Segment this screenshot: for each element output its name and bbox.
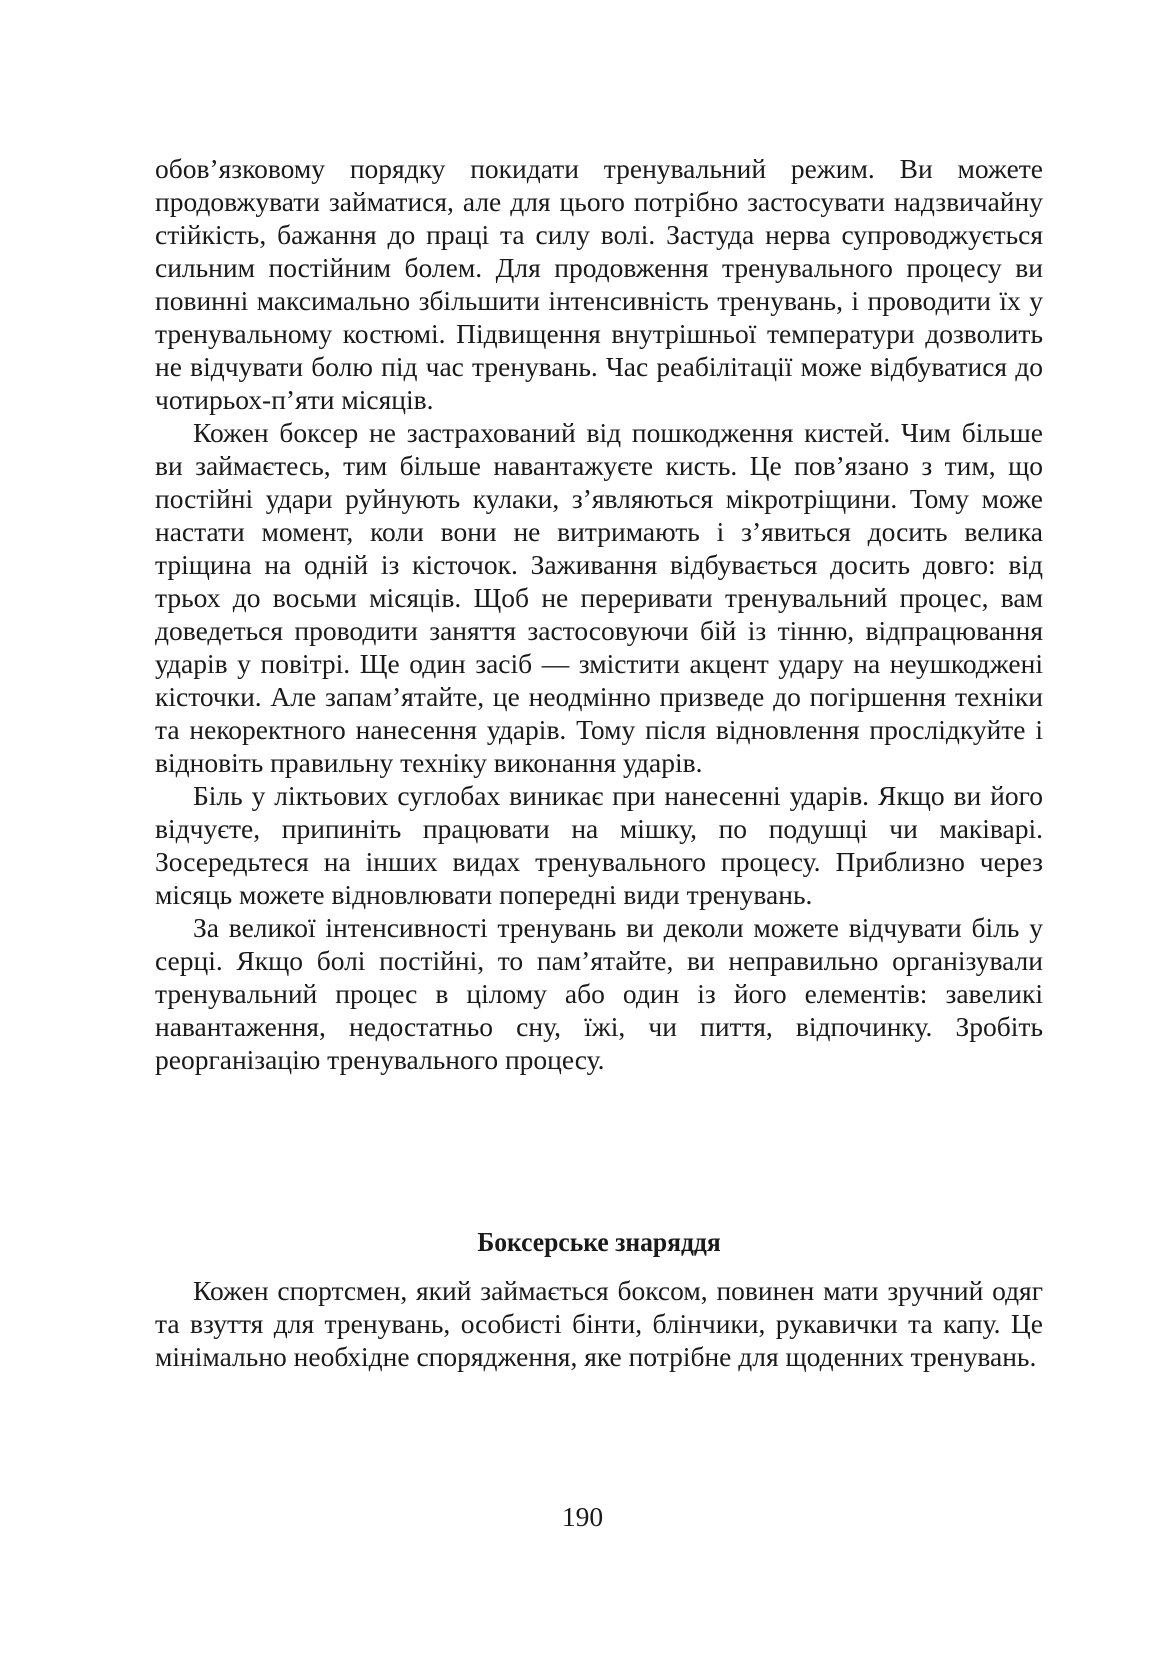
paragraph-hand-injury: Кожен боксер не застрахований від пошкодження кистей. Чим більше ви займаєтесь, тим більше навантажуєте кисть. Це пов’язано з тим, що постійні удари руйнують кулаки, з’являються мікротріщини. Тому може настати момент, коли вони не витримають і з’явиться досить велика тріщина на одній із кісточок. Заживання відбувається досить довго: від трьох до восьми місяців. Щоб не переривати тренувальний процес, вам доведеться проводити заняття застосовуючи бій із тінню, відпрацювання ударів у повітрі. Ще один засіб — змістити акцент удару на неушкоджені кісточки. Але запам’ятайте, це неодмінно призведе до погіршення техніки та некоректного нанесення ударів. Тому після відновлення прослідкуйте і відновіть правильну техніку виконання ударів. (155, 417, 1043, 778)
paragraph-continued: обов’язковому порядку покидати тренувальний режим. Ви можете продовжувати займатися, але для цього потрібно застосувати надзвичайну стійкість, бажання до праці та силу волі. Застуда нерва супроводжується сильним постійним болем. Для продовження тренувального процесу ви повинні максимально збільшити інтенсивність тренувань, і проводити їх у тренувальному костюмі. Підвищення внутрішньої температури дозволить не відчувати болю під час тренувань. Час реабілітації може відбуватися до чотирьох-п’яти місяців. (155, 153, 1043, 415)
paragraph-heart-pain: За великої інтенсивності тренувань ви деколи можете відчувати біль у серці. Якщо болі постійні, то пам’ятайте, ви неправильно організували тренувальний процес в цілому або один із його елементів: завеликі навантаження, недостатньо сну, їжі, чи пиття, відпочинку. Зробіть реорганізацію тренувального процесу. (155, 912, 1043, 1075)
body-text (155, 152, 1043, 1076)
paragraph-equipment: Кожен спортсмен, який займається боксом, повинен мати зручний одяг та взуття для тренувань, особисті бінти, блінчики, рукавички та капу. Це мінімально необхідне спорядження, яке потрібне для щоденних тренувань. (155, 1275, 1043, 1372)
paragraph-elbow-pain: Біль у ліктьових суглобах виникає при нанесенні ударів. Якщо ви його відчуєте, припиніть працювати на мішку, по подушці чи маківарі. Зосередьтеся на інших видах тренувального процесу. Приблизно через місяць можете відновлювати попередні види тренувань. (155, 780, 1043, 910)
section-heading: Боксерське знаряддя (477, 1226, 721, 1257)
section-body-text (155, 1274, 1043, 1373)
page-number: 190 (561, 1501, 604, 1532)
